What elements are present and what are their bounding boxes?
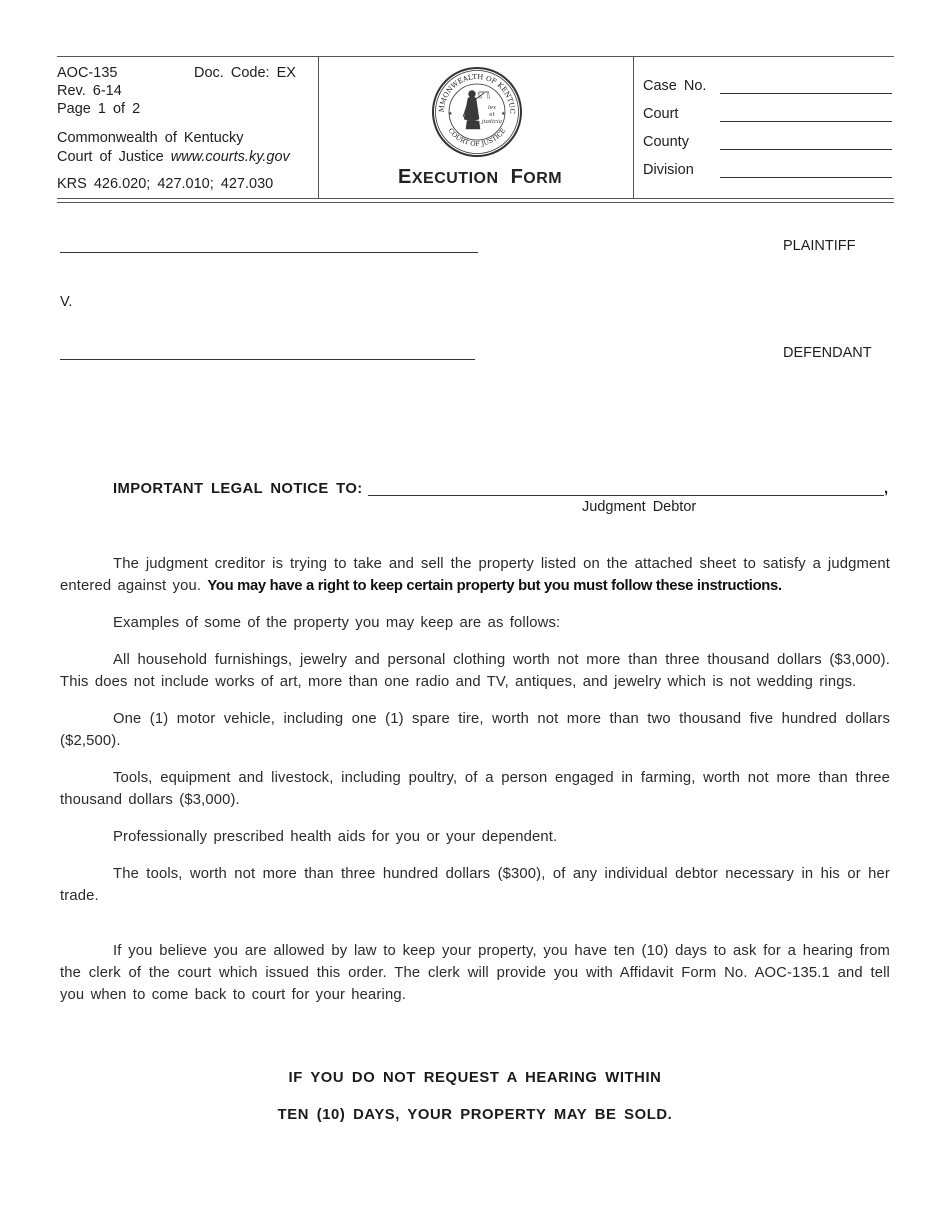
division-label: Division bbox=[643, 162, 694, 178]
kentucky-seal-icon bbox=[432, 67, 522, 157]
hearing-text: If you believe you are allowed by law to keep your property, you have ten (10) days to ask for a hearing from the clerk of the court which issued this order. The clerk will provide you with Affidavit Form No. AOC-135.1 and tell you when to come back to court for your hearing. bbox=[60, 943, 890, 1003]
seal-bottom-text: COURT OF JUSTICE bbox=[446, 126, 508, 149]
form-title-f: F bbox=[510, 166, 524, 188]
svg-text:★: ★ bbox=[448, 111, 453, 117]
jurisdiction: Commonwealth of Kentucky bbox=[57, 130, 244, 146]
division-field[interactable] bbox=[720, 177, 892, 178]
header-divider-right bbox=[633, 57, 634, 198]
header-bottom-rule bbox=[57, 198, 894, 199]
seal-top-text: MMONWEALTH OF KENTUC bbox=[437, 72, 517, 115]
warning-line-2: TEN (10) DAYS, YOUR PROPERTY MAY BE SOLD. bbox=[277, 1107, 673, 1123]
farming-text: Tools, equipment and livestock, including poultry, of a person engaged in farming, worth not more than three thousand dollars ($3,000). bbox=[60, 770, 890, 808]
judgment-debtor-label: Judgment Debtor bbox=[582, 499, 697, 515]
county-field[interactable] bbox=[720, 149, 892, 150]
examples-text: Examples of some of the property you may keep are as follows: bbox=[113, 615, 561, 631]
seal-motto-1: lex bbox=[487, 105, 497, 111]
notice-label: IMPORTANT LEGAL NOTICE TO: bbox=[113, 481, 363, 497]
court-line bbox=[57, 149, 290, 165]
header-bottom-rule-double bbox=[57, 202, 894, 203]
form-title-e: E bbox=[398, 166, 412, 188]
paragraph-tools bbox=[60, 863, 890, 907]
intro-text: The judgment creditor is trying to take and sell the property listed on the attached sheet to satisfy a judgment entered against you. bbox=[60, 556, 890, 594]
form-title-orm: ORM bbox=[523, 170, 563, 187]
paragraph-hearing bbox=[60, 940, 890, 1006]
intro-bold: You may have a right to keep certain property but you must follow these instructions. bbox=[207, 578, 782, 594]
form-number: AOC-135 bbox=[57, 65, 118, 81]
paragraph-vehicle bbox=[60, 708, 890, 752]
paragraph-farming bbox=[60, 767, 890, 811]
svg-text:★: ★ bbox=[501, 111, 506, 117]
court-name: Court of Justice bbox=[57, 149, 164, 165]
court-field[interactable] bbox=[720, 121, 892, 122]
health-text: Professionally prescribed health aids for you or your dependent. bbox=[113, 829, 558, 845]
vehicle-text: One (1) motor vehicle, including one (1) spare tire, worth not more than two thousand five hundred dollars ($2,500). bbox=[60, 711, 890, 749]
warning-line-1: IF YOU DO NOT REQUEST A HEARING WITHIN bbox=[288, 1070, 662, 1086]
statutes: KRS 426.020; 427.010; 427.030 bbox=[57, 176, 274, 192]
tools-text: The tools, worth not more than three hundred dollars ($300), of any individual debtor necessary in his or her trade. bbox=[60, 866, 890, 904]
seal-motto-2: et bbox=[489, 112, 495, 118]
plaintiff-label: PLAINTIFF bbox=[783, 238, 856, 254]
plaintiff-field[interactable] bbox=[60, 252, 478, 253]
versus: V. bbox=[60, 294, 73, 310]
paragraph-health bbox=[60, 826, 890, 848]
defendant-label: DEFENDANT bbox=[783, 345, 872, 361]
paragraph-intro bbox=[60, 553, 890, 597]
doc-code: Doc. Code: EX bbox=[194, 65, 296, 81]
notice-comma: , bbox=[884, 481, 889, 497]
form-title bbox=[398, 166, 562, 189]
paragraph-household bbox=[60, 649, 890, 693]
header-top-rule bbox=[57, 56, 894, 57]
county-label: County bbox=[643, 134, 689, 150]
header-divider-left bbox=[318, 57, 319, 198]
household-text: All household furnishings, jewelry and personal clothing worth not more than three thousand dollars ($3,000). This does not include works of art, more than one radio and TV, antiques, and jewelry which is not wedding rings. bbox=[60, 652, 890, 690]
seal-motto-3: justicia bbox=[481, 119, 503, 125]
page-number: Page 1 of 2 bbox=[57, 101, 141, 117]
court-website[interactable]: www.courts.ky.gov bbox=[170, 149, 290, 165]
paragraph-examples bbox=[60, 612, 890, 634]
court-label: Court bbox=[643, 106, 679, 122]
judgment-debtor-field[interactable] bbox=[368, 495, 884, 496]
revision: Rev. 6-14 bbox=[57, 83, 122, 99]
case-no-field[interactable] bbox=[720, 93, 892, 94]
case-no-label: Case No. bbox=[643, 78, 707, 94]
form-title-xecution: XECUTION bbox=[411, 170, 499, 187]
defendant-field[interactable] bbox=[60, 359, 475, 360]
